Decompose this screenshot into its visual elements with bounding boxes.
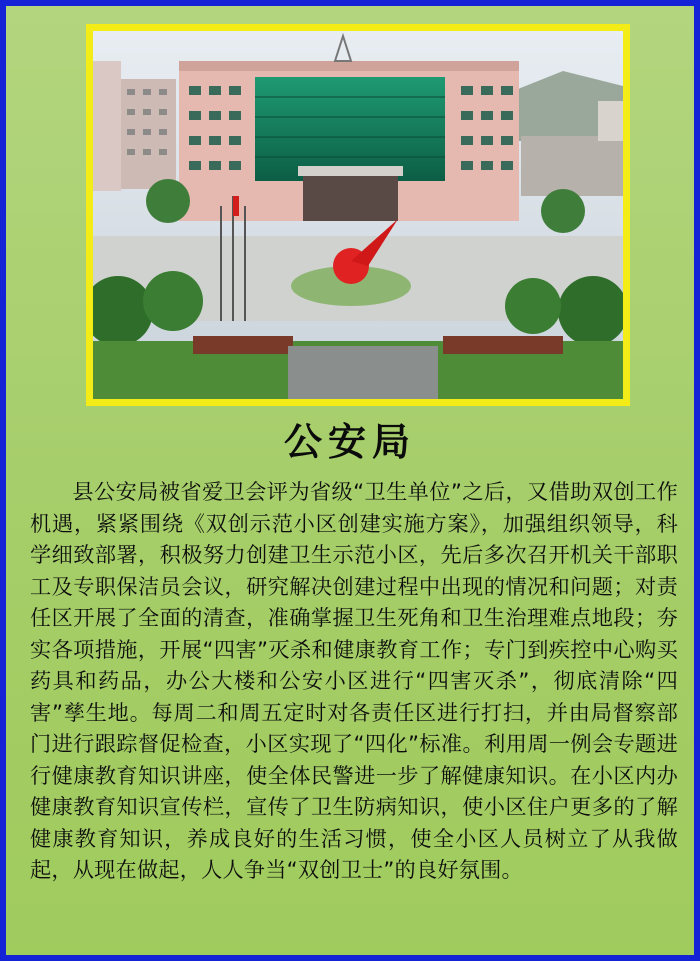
body-paragraph: 县公安局被省爱卫会评为省级“卫生单位”之后，又借助双创工作机遇，紧紧围绕《双创示范小区创建实施方案》，加强组织领导，科学细致部署，积极努力创建卫生示范小区，先后多次召开机关干部职工及专职保洁员会议，研究解决创建过程中出现的情况和问题；对责任区开展了全面的清查，准确掌握卫生死角和卫生治理难点地段；夯实各项措施，开展“四害”灭杀和健康教育工作；专门到疾控中心购买药具和药品，办公大楼和公安小区进行“四害灭杀”，彻底清除“四害”孳生地。每周二和周五定时对各责任区进行打扫，并由局督察部门进行跟踪督促检查，小区实现了“四化”标准。利用周一例会专题进行健康教育知识讲座，使全体民警进一步了解健康知识。在小区内办健康教育知识宣传栏，宣传了卫生防病知识，使小区住户更多的了解健康教育知识，养成良好的生活习惯，使全小区人员树立了从我做起，从现在做起，人人争当“双创卫士”的良好氛围。 (30, 479, 678, 882)
building-photo (86, 24, 630, 406)
building-photo-icon (93, 31, 623, 399)
page-title: 公安局 (283, 419, 416, 464)
